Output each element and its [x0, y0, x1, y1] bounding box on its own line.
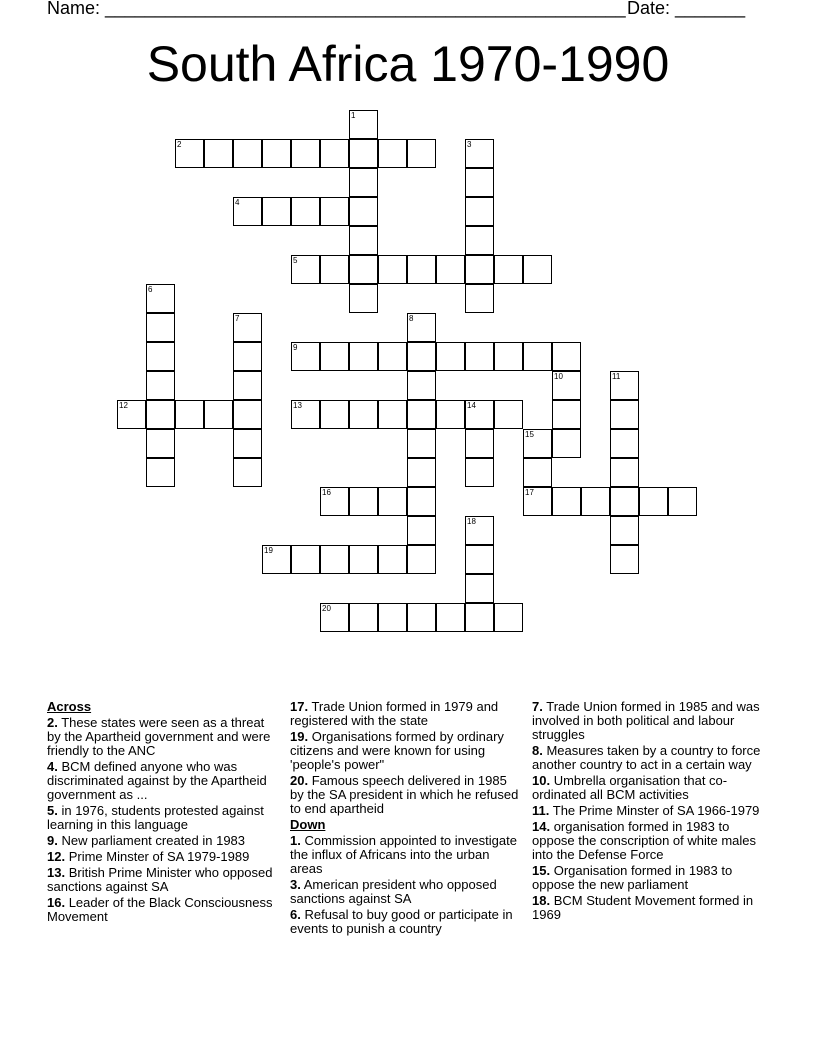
clue-text: BCM defined anyone who was discriminated against by the Apartheid government as ... [47, 759, 267, 802]
grid-cell[interactable] [233, 313, 262, 342]
cell-number: 8 [409, 314, 414, 323]
grid-cell[interactable] [407, 255, 436, 284]
clue-number: 3. [290, 877, 301, 892]
clue-number: 2. [47, 715, 58, 730]
clue-text: New parliament created in 1983 [61, 833, 246, 848]
clue-down-11 [532, 804, 764, 818]
cell-number: 7 [235, 314, 240, 323]
clue-number: 15. [532, 863, 551, 878]
grid-cell[interactable] [610, 429, 639, 458]
grid-cell[interactable] [233, 139, 262, 168]
clue-down-6 [290, 908, 522, 936]
clue-number: 6. [290, 907, 301, 922]
cell-number: 1 [351, 111, 356, 120]
grid-cell[interactable] [291, 255, 320, 284]
clue-number: 8. [532, 743, 543, 758]
grid-cell[interactable] [523, 458, 552, 487]
cell-number: 17 [525, 488, 534, 497]
grid-cell[interactable] [465, 284, 494, 313]
cell-number: 2 [177, 140, 182, 149]
grid-cell[interactable] [349, 197, 378, 226]
grid-cell[interactable] [465, 516, 494, 545]
grid-cell[interactable] [436, 342, 465, 371]
grid-cell[interactable] [610, 487, 639, 516]
grid-cell[interactable] [349, 487, 378, 516]
cell-number: 5 [293, 256, 298, 265]
clue-text: British Prime Minister who opposed sanctions against SA [47, 865, 273, 894]
grid-cell[interactable] [407, 516, 436, 545]
grid-cell[interactable] [465, 342, 494, 371]
clue-down-18 [532, 894, 764, 922]
grid-cell[interactable] [320, 545, 349, 574]
grid-cell[interactable] [233, 429, 262, 458]
grid-cell[interactable] [320, 139, 349, 168]
clue-number: 4. [47, 759, 58, 774]
grid-cell[interactable] [552, 429, 581, 458]
grid-cell[interactable] [378, 255, 407, 284]
clue-text: Commission appointed to investigate the influx of Africans into the urban areas [290, 833, 517, 876]
grid-cell[interactable] [117, 400, 146, 429]
clue-number: 18. [532, 893, 551, 908]
grid-cell[interactable] [610, 400, 639, 429]
clue-text: Refusal to buy good or participate in events to punish a country [290, 907, 513, 936]
grid-cell[interactable] [465, 226, 494, 255]
grid-cell[interactable] [465, 429, 494, 458]
cell-number: 14 [467, 401, 476, 410]
grid-cell[interactable] [291, 400, 320, 429]
clue-text: Famous speech delivered in 1985 by the SA president in which he refused to end apartheid [290, 773, 519, 816]
grid-cell[interactable] [407, 400, 436, 429]
clue-across-12 [47, 850, 279, 864]
cell-number: 9 [293, 343, 298, 352]
clue-text: in 1976, students protested against learning in this language [47, 803, 264, 832]
grid-cell[interactable] [407, 487, 436, 516]
clue-number: 20. [290, 773, 309, 788]
clue-number: 10. [532, 773, 551, 788]
clue-across-17 [290, 700, 522, 728]
clue-number: 9. [47, 833, 58, 848]
clues-column-1 [47, 700, 279, 926]
grid-cell[interactable] [465, 255, 494, 284]
grid-cell[interactable] [146, 371, 175, 400]
grid-cell[interactable] [349, 400, 378, 429]
clue-number: 7. [532, 699, 543, 714]
grid-cell[interactable] [523, 487, 552, 516]
clue-down-8 [532, 744, 764, 772]
grid-cell[interactable] [465, 168, 494, 197]
grid-cell[interactable] [407, 603, 436, 632]
grid-cell[interactable] [378, 139, 407, 168]
grid-cell[interactable] [610, 516, 639, 545]
grid-cell[interactable] [465, 574, 494, 603]
clue-text: Prime Minster of SA 1979-1989 [68, 849, 250, 864]
clue-text: American president who opposed sanctions against SA [290, 877, 497, 906]
grid-cell[interactable] [233, 400, 262, 429]
clue-across-9 [47, 834, 279, 848]
cell-number: 19 [264, 546, 273, 555]
grid-cell[interactable] [494, 603, 523, 632]
clue-down-3 [290, 878, 522, 906]
grid-cell[interactable] [523, 342, 552, 371]
grid-cell[interactable] [349, 255, 378, 284]
clue-number: 11. [532, 803, 550, 818]
grid-cell[interactable] [204, 139, 233, 168]
grid-cell[interactable] [349, 603, 378, 632]
clue-across-5 [47, 804, 279, 832]
grid-cell[interactable] [349, 226, 378, 255]
clue-number: 14. [532, 819, 551, 834]
cell-number: 4 [235, 198, 240, 207]
cell-number: 10 [554, 372, 563, 381]
grid-cell[interactable] [610, 458, 639, 487]
grid-cell[interactable] [494, 255, 523, 284]
grid-cell[interactable] [378, 545, 407, 574]
grid-cell[interactable] [407, 458, 436, 487]
grid-cell[interactable] [291, 197, 320, 226]
grid-cell[interactable] [465, 603, 494, 632]
clue-text: Trade Union formed in 1985 and was involved in both political and labour struggles [532, 699, 760, 742]
clue-text: organisation formed in 1983 to oppose the conscription of white males into the Defense Force [532, 819, 757, 862]
clue-number: 17. [290, 699, 309, 714]
clue-down-14 [532, 820, 764, 862]
grid-cell[interactable] [146, 342, 175, 371]
grid-cell[interactable] [349, 168, 378, 197]
clue-across-16 [47, 896, 279, 924]
clues-column-3 [532, 700, 764, 924]
across-heading: Across [47, 699, 92, 714]
cell-number: 20 [322, 604, 331, 613]
date-line[interactable]: Date: _______ [627, 0, 746, 18]
cell-number: 12 [119, 401, 128, 410]
grid-cell[interactable] [349, 342, 378, 371]
grid-cell[interactable] [407, 371, 436, 400]
grid-cell[interactable] [465, 197, 494, 226]
grid-cell[interactable] [291, 139, 320, 168]
grid-cell[interactable] [465, 545, 494, 574]
clue-across-4 [47, 760, 279, 802]
grid-cell[interactable] [581, 487, 610, 516]
clue-text: Measures taken by a country to force another country to act in a certain way [532, 743, 761, 772]
grid-cell[interactable] [552, 487, 581, 516]
grid-cell[interactable] [407, 429, 436, 458]
grid-cell[interactable] [407, 139, 436, 168]
grid-cell[interactable] [407, 342, 436, 371]
grid-cell[interactable] [494, 342, 523, 371]
clue-down-10 [532, 774, 764, 802]
clue-text: Umbrella organisation that co-ordinated all BCM activities [532, 773, 728, 802]
grid-cell[interactable] [378, 400, 407, 429]
grid-cell[interactable] [175, 139, 204, 168]
grid-cell[interactable] [320, 197, 349, 226]
clue-across-20 [290, 774, 522, 816]
grid-cell[interactable] [349, 139, 378, 168]
grid-cell[interactable] [407, 545, 436, 574]
grid-cell[interactable] [668, 487, 697, 516]
grid-cell[interactable] [291, 545, 320, 574]
clue-text: These states were seen as a threat by the Apartheid government and were friendly to the ANC [47, 715, 271, 758]
grid-cell[interactable] [523, 429, 552, 458]
grid-cell[interactable] [320, 603, 349, 632]
grid-cell[interactable] [552, 342, 581, 371]
down-heading: Down [290, 817, 326, 832]
grid-cell[interactable] [436, 603, 465, 632]
grid-cell[interactable] [349, 284, 378, 313]
grid-cell[interactable] [320, 255, 349, 284]
cell-number: 11 [612, 372, 621, 381]
clue-across-13 [47, 866, 279, 894]
grid-cell[interactable] [494, 400, 523, 429]
grid-cell[interactable] [639, 487, 668, 516]
cell-number: 13 [293, 401, 302, 410]
grid-cell[interactable] [610, 545, 639, 574]
cell-number: 18 [467, 517, 476, 526]
grid-cell[interactable] [320, 342, 349, 371]
grid-cell[interactable] [146, 458, 175, 487]
grid-cell[interactable] [378, 603, 407, 632]
grid-cell[interactable] [465, 139, 494, 168]
grid-cell[interactable] [146, 284, 175, 313]
grid-cell[interactable] [465, 400, 494, 429]
grid-cell[interactable] [204, 400, 233, 429]
grid-cell[interactable] [262, 197, 291, 226]
grid-cell[interactable] [610, 371, 639, 400]
puzzle-title: South Africa 1970-1990 [146, 36, 670, 92]
clue-across-19 [290, 730, 522, 772]
grid-cell[interactable] [349, 545, 378, 574]
grid-cell[interactable] [233, 458, 262, 487]
grid-cell[interactable] [146, 429, 175, 458]
clues-column-2 [290, 700, 522, 938]
grid-cell[interactable] [262, 545, 291, 574]
clue-text: Trade Union formed in 1979 and registered with the state [290, 699, 499, 728]
cell-number: 15 [525, 430, 534, 439]
grid-cell[interactable] [233, 371, 262, 400]
grid-cell[interactable] [552, 371, 581, 400]
clue-number: 13. [47, 865, 66, 880]
grid-cell[interactable] [465, 458, 494, 487]
clue-number: 12. [47, 849, 66, 864]
grid-cell[interactable] [146, 400, 175, 429]
grid-cell[interactable] [436, 255, 465, 284]
clue-text: BCM Student Movement formed in 1969 [532, 893, 754, 922]
grid-cell[interactable] [349, 110, 378, 139]
grid-cell[interactable] [262, 139, 291, 168]
grid-cell[interactable] [436, 400, 465, 429]
cell-number: 3 [467, 140, 472, 149]
name-line[interactable]: Name: ____________________________________________________ [47, 0, 626, 18]
clue-down-1 [290, 834, 522, 876]
clue-down-7 [532, 700, 764, 742]
clue-number: 1. [290, 833, 301, 848]
grid-cell[interactable] [233, 197, 262, 226]
clue-text: Organisation formed in 1983 to oppose the new parliament [532, 863, 733, 892]
clue-text: Organisations formed by ordinary citizens and were known for using 'people's power" [290, 729, 504, 772]
clue-number: 16. [47, 895, 66, 910]
grid-cell[interactable] [233, 342, 262, 371]
grid-cell[interactable] [378, 487, 407, 516]
grid-cell[interactable] [407, 313, 436, 342]
clue-text: The Prime Minster of SA 1966-1979 [552, 803, 760, 818]
clue-text: Leader of the Black Consciousness Movement [47, 895, 273, 924]
grid-cell[interactable] [378, 342, 407, 371]
cell-number: 6 [148, 285, 153, 294]
grid-cell[interactable] [320, 400, 349, 429]
grid-cell[interactable] [552, 400, 581, 429]
clue-number: 5. [47, 803, 58, 818]
grid-cell[interactable] [146, 313, 175, 342]
grid-cell[interactable] [291, 342, 320, 371]
grid-cell[interactable] [320, 487, 349, 516]
clue-across-2 [47, 716, 279, 758]
cell-number: 16 [322, 488, 331, 497]
clue-down-15 [532, 864, 764, 892]
clue-number: 19. [290, 729, 309, 744]
grid-cell[interactable] [523, 255, 552, 284]
grid-cell[interactable] [175, 400, 204, 429]
